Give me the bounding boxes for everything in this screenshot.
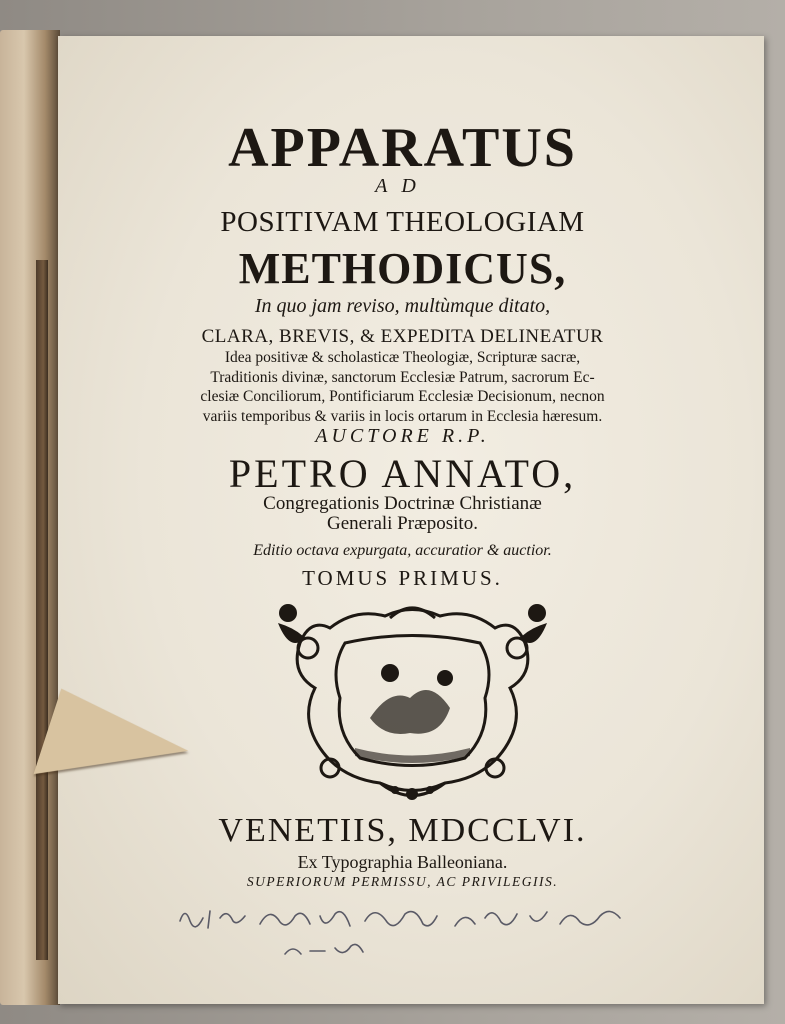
- volume-label: TOMUS PRIMUS.: [302, 566, 503, 590]
- subtitle-italic: In quo jam reviso, multùmque ditato,: [254, 295, 551, 317]
- printers-device-ornament: [270, 598, 555, 808]
- imprint-place-date: VENETIIS, MDCCLVI.: [218, 812, 587, 849]
- description-line-1: Idea positivæ & scholasticæ Theologiæ, Scripturæ sacræ,: [224, 349, 581, 366]
- title-line-methodicus: METHODICUS,: [238, 244, 567, 293]
- author-affiliation-1: Congregationis Doctrinæ Christianæ: [263, 493, 542, 514]
- edition-note: Editio octava expurgata, accuratior & auctior.: [253, 542, 552, 559]
- title-ad: AD: [375, 175, 430, 197]
- description-line-2: Traditionis divinæ, sanctorum Ecclesiæ Patrum, sacrorum Ec-: [210, 369, 595, 386]
- main-title: APPARATUS: [228, 117, 577, 179]
- author-label: AUCTORE R.P.: [315, 425, 490, 447]
- description-line-4: variis temporibus & variis in locis ortarum in Ecclesia hæresum.: [202, 408, 603, 425]
- book-spine: [0, 30, 60, 1005]
- author-name: PETRO ANNATO,: [228, 451, 577, 496]
- title-line-positivam: POSITIVAM THEOLOGIAM: [220, 206, 585, 238]
- description-line-3: clesiæ Conciliorum, Pontificiarum Ecclesiæ Decisionum, necnon: [200, 388, 605, 405]
- damaged-binding-edge: [36, 260, 48, 960]
- handwritten-inscription: [175, 896, 635, 966]
- subtitle-caps: CLARA, BREVIS, & EXPEDITA DELINEATUR: [201, 326, 604, 347]
- author-affiliation-2: Generali Præposito.: [327, 513, 478, 534]
- imprint-printer: Ex Typographia Balleoniana.: [297, 852, 508, 872]
- imprint-privilege: SUPERIORUM PERMISSU, AC PRIVILEGIIS.: [246, 874, 559, 889]
